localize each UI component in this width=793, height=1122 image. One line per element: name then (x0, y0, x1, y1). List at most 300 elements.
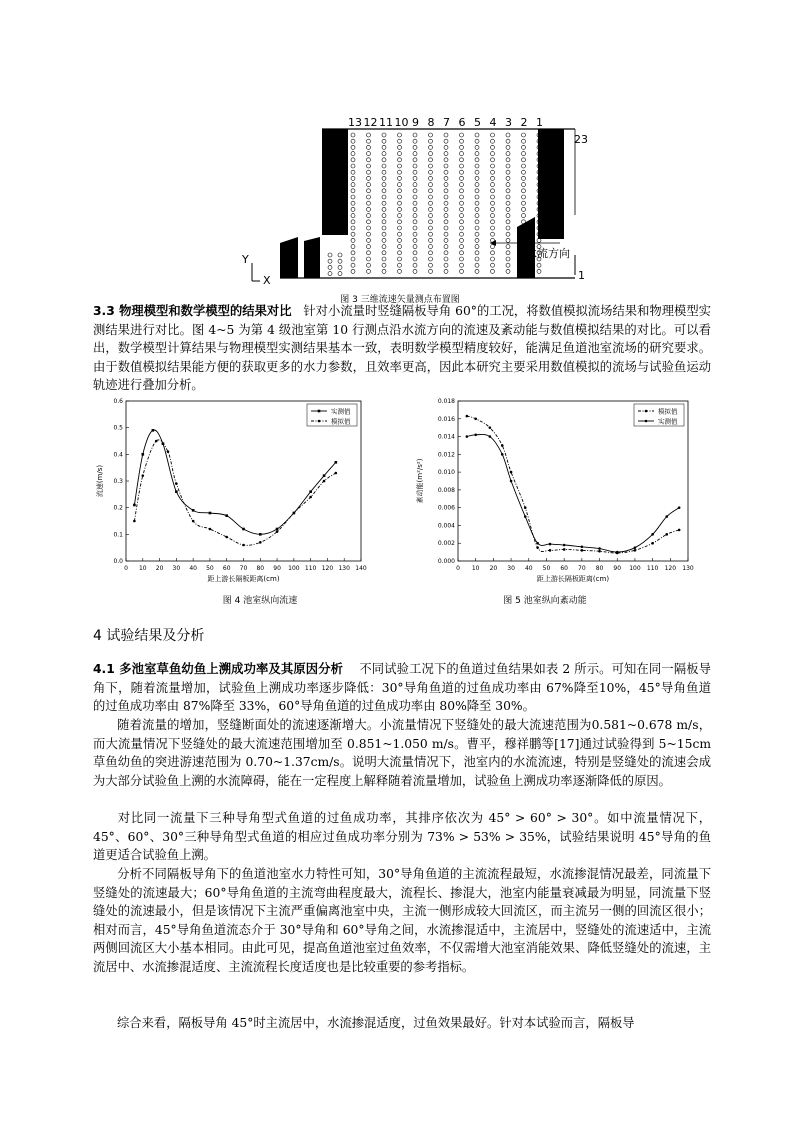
measurement-point (444, 207, 448, 211)
measurement-point (382, 176, 386, 180)
column-number: 6 (458, 116, 466, 129)
measurement-point (382, 214, 386, 218)
data-point (651, 542, 654, 545)
measurement-point (460, 133, 464, 137)
legend-label: 实测值 (658, 417, 678, 426)
measurement-point (398, 257, 402, 261)
measurement-point (413, 189, 417, 193)
measurement-point (398, 158, 402, 162)
column-number: 11 (379, 116, 393, 129)
measurement-point (444, 214, 448, 218)
measurement-point (351, 263, 355, 267)
measurement-point (506, 145, 510, 149)
measurement-point (367, 176, 371, 180)
measurement-point (429, 176, 433, 180)
paragraph-text: 综合来看，隔板导角 45°时主流居中，水流掺混适度，过鱼效果最好。针对本试验而言，隔板导 (117, 1016, 635, 1030)
measurement-point (429, 214, 433, 218)
measurement-point (413, 269, 417, 273)
measurement-point (444, 245, 448, 249)
measurement-point (382, 263, 386, 267)
y-tick-label: 0.004 (437, 522, 455, 530)
y-tick-label: 0.012 (437, 451, 455, 459)
measurement-point (413, 220, 417, 224)
x-tick-label: 10 (138, 565, 147, 572)
measurement-point (328, 259, 332, 263)
data-point (581, 545, 584, 548)
measurement-point (491, 214, 495, 218)
data-point (242, 528, 245, 531)
legend-label: 模拟值 (331, 417, 351, 426)
legend-marker (318, 420, 321, 423)
data-point (581, 549, 584, 552)
measurement-point (506, 176, 510, 180)
measurement-point (429, 158, 433, 162)
measurement-point (367, 145, 371, 149)
data-point (293, 512, 296, 515)
measurement-point (460, 214, 464, 218)
measurement-point (398, 214, 402, 218)
section-4-1-p2 (93, 716, 711, 790)
section-4-1-p4 (93, 865, 711, 977)
column-number: 12 (363, 116, 378, 129)
measurement-point (351, 170, 355, 174)
paragraph-text: 随着流量的增加，竖缝断面处的流速逐渐增大。小流量情况下竖缝处的最大流速范围为0.581~0.678 m/s，而大流量情况下竖缝处的最大流速范围增加至 0.851~1.050 m/s。曹平，穆祥鹏等[17]通过试验得到 5~15cm 草鱼幼鱼的突进游速范围为 0.70~1.37cm/s。说明大流量情况下，池室内的水流流速，特别是竖缝处的流速会成为大部分试验鱼上溯的水流障碍，能在一定程度上解释随着流量增加，试验鱼上溯成功率逐渐降低的原因。 (93, 718, 711, 788)
measurement-point (367, 152, 371, 156)
x-axis-label: 距上游长隔板距离(cm) (207, 575, 280, 583)
velocity-chart (92, 393, 372, 593)
measurement-point (429, 183, 433, 187)
measurement-point (328, 253, 332, 257)
measurement-point (475, 195, 479, 199)
measurement-point (506, 183, 510, 187)
measurement-point (475, 238, 479, 242)
measurement-point (398, 152, 402, 156)
x-tick-label: 100 (629, 565, 641, 572)
measurement-point (398, 263, 402, 267)
measurement-point (382, 207, 386, 211)
column-number: 4 (489, 116, 497, 129)
measurement-point (398, 195, 402, 199)
data-point (501, 444, 504, 447)
measurement-point (429, 164, 433, 168)
measurement-point (398, 269, 402, 273)
measurement-point (367, 201, 371, 205)
measurement-point (522, 183, 526, 187)
measurement-point (382, 220, 386, 224)
measurement-point (444, 164, 448, 168)
measurement-point (491, 251, 495, 255)
measurement-point (460, 145, 464, 149)
measurement-point (522, 133, 526, 137)
data-point (259, 533, 262, 536)
data-point (678, 506, 681, 509)
measurement-point (398, 245, 402, 249)
measurement-point (444, 232, 448, 236)
measurement-point (491, 207, 495, 211)
measurement-point (444, 139, 448, 143)
x-tick-label: 130 (338, 565, 350, 572)
measurement-point (522, 189, 526, 193)
measurement-point (398, 133, 402, 137)
data-point (152, 429, 155, 432)
measurement-point (429, 139, 433, 143)
data-point (665, 515, 668, 518)
y-tick-label: 0.2 (113, 504, 123, 512)
series-line (134, 430, 335, 534)
data-point (474, 433, 477, 436)
x-tick-label: 80 (256, 565, 265, 572)
measurement-point (351, 195, 355, 199)
measurement-point (382, 139, 386, 143)
measurement-point (382, 183, 386, 187)
data-point (524, 506, 527, 509)
measurement-point (367, 220, 371, 224)
figure-3 (230, 115, 600, 290)
x-tick-label: 140 (355, 565, 367, 572)
paragraph-text: 不同试验工况下的鱼道过鱼结果如表 2 所示。可知在同一隔板导角下，随着流量增加，试验鱼上溯成功率逐步降低：30°导角鱼道的过鱼成功率由 67%降至10%，45°导角鱼道的过鱼成功率由 87%降至 33%，60°导角鱼道的过鱼成功率由 80%降至 30%。 (93, 662, 711, 714)
measurement-point (413, 245, 417, 249)
measurement-point (506, 164, 510, 168)
measurement-point (429, 133, 433, 137)
measurement-point (444, 257, 448, 261)
data-point (489, 426, 492, 429)
measurement-point (460, 195, 464, 199)
measurement-point (491, 189, 495, 193)
data-point (563, 548, 566, 551)
measurement-point (475, 251, 479, 255)
data-point (192, 520, 195, 523)
measurement-point (351, 232, 355, 236)
measurement-point (475, 189, 479, 193)
x-tick-label: 60 (222, 565, 231, 572)
measurement-point (398, 183, 402, 187)
measurement-point (413, 170, 417, 174)
measurement-point (522, 145, 526, 149)
measurement-point (537, 269, 541, 273)
measurement-point (382, 152, 386, 156)
measurement-point (413, 195, 417, 199)
data-point (309, 496, 312, 499)
measurement-point (444, 238, 448, 242)
measurement-point (413, 158, 417, 162)
measurement-point (506, 201, 510, 205)
y-tick-label: 0.014 (437, 433, 455, 441)
x-tick-label: 70 (239, 565, 248, 572)
measurement-point (351, 139, 355, 143)
measurement-point (491, 195, 495, 199)
data-point (651, 533, 654, 536)
y-axis-label: 流速(m/s) (96, 464, 104, 498)
measurement-point (398, 226, 402, 230)
measurement-point (351, 152, 355, 156)
data-point (616, 551, 619, 554)
measurement-point (475, 245, 479, 249)
measurement-point (491, 133, 495, 137)
measurement-point (460, 152, 464, 156)
measurement-point (506, 263, 510, 267)
measurement-point (522, 164, 526, 168)
measurement-point (398, 220, 402, 224)
measurement-point (351, 226, 355, 230)
data-point (133, 520, 136, 523)
measurement-point (444, 170, 448, 174)
x-tick-label: 120 (664, 565, 677, 572)
measurement-point (491, 152, 495, 156)
measurement-point (382, 238, 386, 242)
measurement-point (429, 201, 433, 205)
measurement-point (444, 263, 448, 267)
measurement-point (444, 189, 448, 193)
measurement-point (382, 232, 386, 236)
measurement-point (506, 214, 510, 218)
measurement-point (475, 257, 479, 261)
measurement-point (367, 139, 371, 143)
data-point (510, 480, 513, 483)
data-point (549, 543, 552, 546)
data-point (323, 474, 326, 477)
measurement-point (475, 133, 479, 137)
measurement-point (475, 214, 479, 218)
measurement-point (475, 232, 479, 236)
measurement-point (460, 183, 464, 187)
y-tick-label: 0.010 (437, 469, 455, 477)
figure-4-caption: 图 4 池室纵向流速 (222, 596, 298, 606)
measurement-point (429, 170, 433, 174)
measurement-point (475, 170, 479, 174)
measurement-point (413, 257, 417, 261)
measurement-point (351, 201, 355, 205)
data-point (634, 549, 637, 552)
data-point (510, 471, 513, 474)
figure-3-caption: 图 3 三维流速矢量测点布置图 (340, 295, 460, 305)
measurement-point (444, 176, 448, 180)
measurement-point (475, 164, 479, 168)
measurement-point (491, 269, 495, 273)
measurement-point (491, 176, 495, 180)
x-axis-label: X (263, 274, 271, 287)
column-number: 7 (443, 116, 450, 129)
measurement-point (382, 189, 386, 193)
data-point (309, 490, 312, 493)
measurement-point (460, 170, 464, 174)
measurement-point (351, 183, 355, 187)
measurement-point (506, 133, 510, 137)
measurement-point (351, 220, 355, 224)
measurement-point (506, 251, 510, 255)
column-number: 5 (474, 116, 481, 129)
measurement-point (444, 145, 448, 149)
y-axis-label: 紊动能(m²/s²) (416, 458, 424, 504)
measurement-point (491, 145, 495, 149)
measurement-point (475, 145, 479, 149)
measurement-point (506, 139, 510, 143)
turbulent-kinetic-energy-chart (410, 393, 700, 593)
measurement-point (413, 164, 417, 168)
measurement-point (413, 226, 417, 230)
measurement-point (522, 201, 526, 205)
measurement-point (338, 259, 342, 263)
measurement-point (429, 263, 433, 267)
measurement-point (338, 253, 342, 257)
y-tick-label: 0.002 (437, 540, 455, 548)
measurement-point (413, 133, 417, 137)
data-point (524, 515, 527, 518)
measurement-point (491, 201, 495, 205)
figure-5-caption: 图 5 池室纵向紊动能 (503, 596, 587, 606)
data-point (225, 514, 228, 517)
measurement-point (413, 238, 417, 242)
section-4-1-p5 (93, 1014, 711, 1033)
measurement-point (444, 226, 448, 230)
data-point (167, 450, 170, 453)
data-point (549, 549, 552, 552)
data-point (489, 435, 492, 438)
measurement-point (367, 164, 371, 168)
measurement-point (413, 232, 417, 236)
x-tick-label: 60 (560, 565, 568, 572)
measurement-point (475, 183, 479, 187)
data-point (259, 541, 262, 544)
measurement-point (367, 195, 371, 199)
measurement-point (491, 245, 495, 249)
section-3-3-text: 针对小流量时竖缝隔板导角 60°的工况，将数值模拟流场结果和物理模型实测结果进行对比。图 4~5 为第 4 级池室第 10 行测点沿水流方向的流速及紊动能与数值模拟结果的对比。可以看出，数学模型计算结果与物理模型实测结果基本一致，表明数学模型精度较好，能满足鱼道池室流场的研究要求。由于数值模拟结果能方便的获取更多的水力参数，且效率更高，因此本研究主要采用数值模拟的流场与试验鱼运动轨迹进行叠加分析。 (93, 304, 711, 393)
measurement-point (522, 176, 526, 180)
legend-label: 实测值 (331, 407, 351, 416)
data-point (141, 474, 144, 477)
column-number: 10 (394, 116, 409, 129)
section-4-1-p1 (93, 660, 711, 716)
measurement-point (460, 139, 464, 143)
measurement-point (506, 152, 510, 156)
measurement-point (444, 269, 448, 273)
measurement-point (382, 158, 386, 162)
measurement-point (413, 139, 417, 143)
measurement-point (475, 226, 479, 230)
y-tick-label: 0.008 (437, 486, 455, 494)
legend-marker (645, 420, 648, 423)
data-point (501, 453, 504, 456)
measurement-point (413, 251, 417, 255)
x-tick-label: 10 (471, 565, 480, 572)
measurement-point (367, 245, 371, 249)
measurement-point (522, 195, 526, 199)
measurement-point (382, 245, 386, 249)
measurement-point (460, 226, 464, 230)
measurement-point (413, 176, 417, 180)
y-tick-label: 0.006 (437, 504, 455, 512)
measurement-point (398, 251, 402, 255)
measurement-point (367, 214, 371, 218)
measurement-point (338, 265, 342, 269)
measurement-point (491, 158, 495, 162)
section-4-heading: 4 试验结果及分析 (93, 628, 205, 644)
column-number: 1 (536, 116, 543, 129)
measurement-point (460, 164, 464, 168)
y-tick-label: 0.000 (437, 558, 455, 565)
measurement-point (444, 201, 448, 205)
series-line (134, 440, 335, 545)
data-point (536, 546, 539, 549)
data-point (474, 417, 477, 420)
legend-marker (318, 410, 321, 413)
measurement-point (444, 220, 448, 224)
measurement-point (444, 183, 448, 187)
x-tick-label: 0 (124, 565, 128, 572)
measurement-point (506, 232, 510, 236)
measurement-point (506, 269, 510, 273)
measurement-point (382, 133, 386, 137)
measurement-point (506, 195, 510, 199)
measurement-point (367, 189, 371, 193)
section-3-3-heading: 3.3 物理模型和数学模型的结果对比 (93, 304, 292, 318)
y-tick-label: 0.4 (113, 451, 123, 459)
measurement-point (351, 164, 355, 168)
measurement-point-layout-diagram (230, 115, 600, 290)
measurement-point (475, 152, 479, 156)
measurement-point (522, 158, 526, 162)
figure-4 (92, 393, 372, 593)
measurement-point (398, 207, 402, 211)
column-number: 8 (427, 116, 435, 129)
measurement-points (328, 133, 541, 276)
measurement-point (444, 152, 448, 156)
measurement-point (429, 152, 433, 156)
legend-marker (645, 410, 648, 413)
measurement-point (444, 251, 448, 255)
measurement-point (351, 245, 355, 249)
x-tick-label: 0 (456, 565, 460, 572)
measurement-point (351, 251, 355, 255)
measurement-point (537, 263, 541, 267)
figure-5 (410, 393, 700, 593)
measurement-point (506, 207, 510, 211)
series-line (467, 416, 679, 553)
x-tick-label: 30 (172, 565, 181, 572)
measurement-point (460, 189, 464, 193)
data-point (598, 547, 601, 550)
measurement-point (328, 265, 332, 269)
measurement-point (429, 251, 433, 255)
column-numbers (348, 116, 543, 129)
measurement-point (351, 189, 355, 193)
measurement-point (413, 207, 417, 211)
flow-direction-label: 水流方向 (526, 247, 570, 260)
measurement-point (429, 226, 433, 230)
measurement-point (506, 238, 510, 242)
measurement-point (398, 189, 402, 193)
measurement-point (367, 207, 371, 211)
x-tick-label: 40 (524, 565, 533, 572)
data-point (678, 529, 681, 532)
measurement-point (475, 176, 479, 180)
measurement-point (475, 207, 479, 211)
measurement-point (398, 201, 402, 205)
right-bottom-label: 1 (578, 269, 585, 282)
measurement-point (367, 133, 371, 137)
data-point (335, 461, 338, 464)
data-point (175, 490, 178, 493)
measurement-point (351, 207, 355, 211)
data-point (192, 509, 195, 512)
x-tick-label: 70 (578, 565, 586, 572)
paragraph-text: 分析不同隔板导角下的鱼道池室水力特性可知，30°导角鱼道的主流流程最短，水流掺混情况最差，同流量下竖缝处的流速最大；60°导角鱼道的主流弯曲程度最大，流程长、掺混大，池室内能量衰减最为明显，同流量下竖缝处的流速最小，但是该情况下主流严重偏离池室中央，主流一侧形成较大回流区，而主流另一侧的回流区很小；相对而言，45°导角鱼道流态介于 30°导角和 60°导角之间，水流掺混适中，主流居中，竖缝处的流速适中，主流两侧回流区大小基本相同。由此可见，提高鱼道池室过鱼效率，不仅需增大池室消能效果、降低竖缝处的流速，主流居中、水流掺混适度、主流流程长度适度也是比较重要的参考指标。 (93, 867, 711, 974)
measurement-point (460, 158, 464, 162)
measurement-point (475, 158, 479, 162)
column-number: 3 (505, 116, 512, 129)
measurement-point (429, 207, 433, 211)
measurement-point (522, 214, 526, 218)
measurement-point (382, 164, 386, 168)
